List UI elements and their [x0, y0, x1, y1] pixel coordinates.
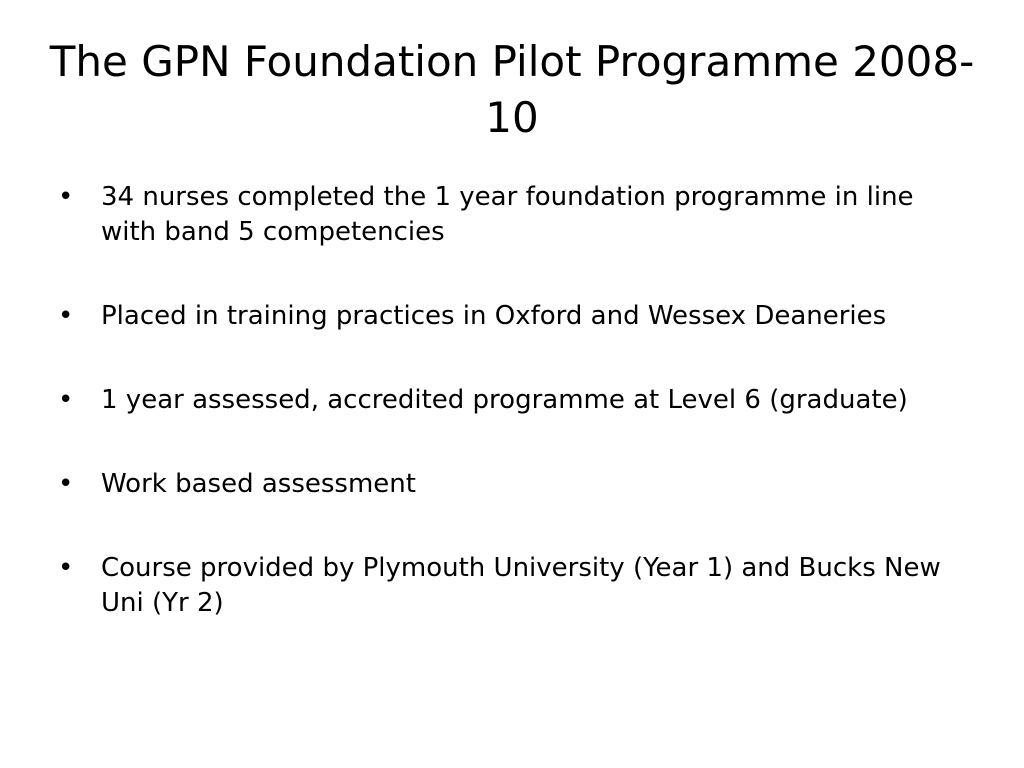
bullet-text: Placed in training practices in Oxford and Wessex Deaneries: [101, 301, 887, 331]
slide-title: The GPN Foundation Pilot Programme 2008-10: [49, 37, 975, 142]
bullet-item: [58, 467, 968, 502]
bullet-item: [58, 299, 968, 334]
bullet-text: 1 year assessed, accredited programme at Level 6 (graduate): [101, 385, 908, 415]
bullet-text: Course provided by Plymouth University (Year 1) and Bucks New Uni (Yr 2): [101, 553, 941, 618]
bullet-list: [58, 180, 968, 670]
bullet-icon: •: [58, 385, 74, 415]
bullet-item: [58, 383, 968, 418]
bullet-text: Work based assessment: [101, 469, 416, 499]
bullet-icon: •: [58, 553, 74, 583]
bullet-item: [58, 180, 968, 250]
bullet-item: [58, 551, 968, 621]
bullet-icon: •: [58, 469, 74, 499]
bullet-text: 34 nurses completed the 1 year foundation programme in line with band 5 competencies: [101, 182, 914, 247]
bullet-icon: •: [58, 301, 74, 331]
bullet-icon: •: [58, 182, 74, 212]
